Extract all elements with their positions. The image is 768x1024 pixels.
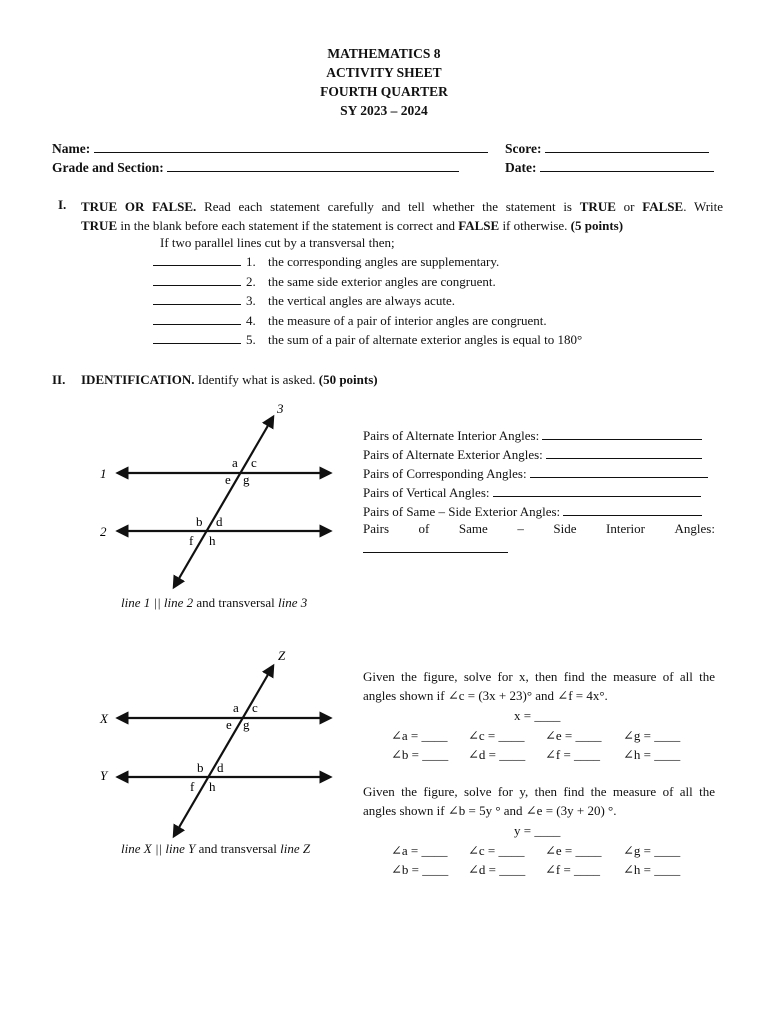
name-label: Name: [52, 141, 91, 156]
part1-points: (5 points) [570, 218, 624, 233]
problem2-angle-answer[interactable]: ∠d = ____ [468, 862, 526, 877]
tf-item-number: 4. [246, 312, 256, 328]
figure2-line-top-label: X [100, 711, 108, 726]
part1-write-word: . Write [683, 199, 724, 214]
part1-lead: If two parallel lines cut by a transversal then; [160, 235, 395, 250]
problem1-angle-answer[interactable]: ∠h = ____ [623, 747, 681, 762]
figure2-line-bottom-label: Y [100, 768, 108, 783]
tf-item [153, 253, 499, 270]
problem1-angle-answer[interactable]: ∠g = ____ [623, 728, 681, 743]
figure1-diagram [90, 395, 350, 600]
id-question-label: Pairs of Same – Side Exterior Angles: [363, 504, 561, 519]
score-field [505, 140, 709, 157]
figure1-angle-e: e [225, 472, 231, 487]
id-question-6-word: Pairs [363, 521, 389, 536]
problem2-angle-answer[interactable]: ∠g = ____ [623, 843, 681, 858]
figure2-diagram [90, 640, 350, 845]
figure1-caption [121, 595, 307, 611]
figure1-line-bottom-label: 2 [100, 524, 107, 539]
figure1-caption-line1: line 1 [121, 595, 151, 610]
tf-answer-blank[interactable] [153, 331, 241, 344]
id-answer-blank[interactable] [563, 503, 702, 516]
date-blank[interactable] [540, 159, 714, 172]
score-label: Score: [505, 141, 542, 156]
tf-answer-blank[interactable] [153, 273, 241, 286]
grade-field [52, 159, 459, 176]
tf-item-number: 1. [246, 254, 256, 269]
part1-instr-b1: in the blank before each statement if the statement is correct and [120, 218, 455, 233]
figure1-caption-parallel: || [153, 595, 161, 610]
id-question [363, 446, 702, 463]
problem1-line2: angles shown if ∠c = (3x + 23)° and ∠f = 4x°. [363, 688, 608, 703]
figure1-caption-line3: line 3 [278, 595, 308, 610]
figure1-angle-h: h [209, 533, 216, 548]
id-question-label: Pairs of Alternate Interior Angles: [363, 428, 540, 443]
id-question [363, 503, 702, 520]
id-question-6-word: Side [553, 521, 577, 536]
part1-or-word: or [623, 199, 635, 214]
header-title: ACTIVITY SHEET [326, 65, 442, 80]
score-blank[interactable] [545, 140, 709, 153]
id-question-label: Pairs of Vertical Angles: [363, 485, 490, 500]
part1-false-word: FALSE [642, 199, 684, 214]
tf-item-number: 5. [246, 332, 256, 347]
problem1-angle-answer[interactable]: ∠f = ____ [545, 747, 601, 762]
tf-item [153, 331, 582, 348]
id-question [363, 427, 702, 444]
problem2-solve-y[interactable]: y = ____ [514, 823, 561, 838]
problem1-angle-answer[interactable]: ∠b = ____ [391, 747, 449, 762]
figure2-angle-d: d [217, 760, 224, 775]
figure1-caption-and: and transversal [196, 595, 275, 610]
id-question-6-word: Interior [606, 521, 645, 536]
name-blank[interactable] [94, 140, 488, 153]
part2-numeral: II. [52, 372, 66, 387]
header-quarter: FOURTH QUARTER [320, 84, 448, 99]
figure2-angle-f: f [190, 779, 195, 794]
problem2-angle-answer[interactable]: ∠e = ____ [545, 843, 602, 858]
figure2-caption-parallel: || [154, 841, 163, 856]
figure2-angle-b: b [197, 760, 204, 775]
part1-true-word-2: TRUE [81, 218, 118, 233]
figure2-caption-line-y: line Y [165, 841, 196, 856]
figure2-angle-e: e [226, 717, 232, 732]
problem2-angle-answer[interactable]: ∠h = ____ [623, 862, 681, 877]
figure2-angle-a: a [233, 700, 239, 715]
tf-item [153, 292, 455, 309]
problem2-angle-answer[interactable]: ∠b = ____ [391, 862, 449, 877]
problem2-line1: Given the figure, solve for y, then find the measure of all the [363, 784, 715, 799]
figure2-angle-g: g [243, 717, 250, 732]
tf-item-text: the sum of a pair of alternate exterior angles is equal to 180° [268, 332, 583, 347]
id-answer-blank[interactable] [493, 484, 701, 497]
figure1-angle-g: g [243, 472, 250, 487]
figure1-transversal [174, 417, 273, 587]
id-question-6-word: Same [458, 521, 488, 536]
part1-title: TRUE OR FALSE. [81, 199, 197, 214]
figure2-transversal-label: Z [278, 648, 286, 663]
problem2-line2: angles shown if ∠b = 5y ° and ∠e = (3y + 20) °. [363, 803, 617, 818]
header-subject: MATHEMATICS 8 [327, 46, 441, 61]
part1-instr-b2: if otherwise. [502, 218, 568, 233]
part1-true-word: TRUE [579, 199, 616, 214]
figure2-angle-h: h [209, 779, 216, 794]
figure1-transversal-label: 3 [277, 401, 284, 416]
problem2-angle-answer[interactable]: ∠c = ____ [468, 843, 525, 858]
part1-numeral: I. [58, 197, 67, 212]
problem1-angle-answer[interactable]: ∠a = ____ [391, 728, 448, 743]
tf-item [153, 273, 496, 290]
figure1-angle-f: f [189, 533, 194, 548]
id-answer-blank[interactable] [530, 465, 708, 478]
date-label: Date: [505, 160, 537, 175]
figure2-caption-line-z: line Z [280, 841, 311, 856]
id-question-6 [363, 521, 715, 537]
figure2-caption-and: and transversal [198, 841, 277, 856]
id-answer-blank[interactable] [546, 446, 702, 459]
figure1-caption-line2: line 2 [163, 595, 194, 610]
part1-instr-a: Read each statement carefully and tell whether the statement is [204, 199, 572, 214]
id-question-6-word: – [517, 521, 524, 536]
tf-item-text: the vertical angles are always acute. [268, 293, 455, 308]
date-field [505, 159, 714, 176]
figure2-caption [121, 841, 310, 857]
part2-instructions [81, 372, 378, 388]
tf-item-text: the corresponding angles are supplementary. [268, 254, 500, 269]
problem2-angle-answer[interactable]: ∠f = ____ [545, 862, 601, 877]
part1-false-word-2: FALSE [458, 218, 500, 233]
tf-item-number: 3. [246, 293, 256, 308]
problem1-angle-answer[interactable]: ∠e = ____ [545, 728, 602, 743]
tf-answer-blank[interactable] [153, 292, 241, 305]
id-question [363, 465, 708, 482]
id-question-label: Pairs of Corresponding Angles: [363, 466, 527, 481]
id-question-6-word: of [418, 521, 430, 536]
id-question-label: Pairs of Alternate Exterior Angles: [363, 447, 543, 462]
part2-instr: Identify what is asked. [197, 372, 316, 387]
figure2-caption-line-x: line X [121, 841, 152, 856]
problem1-solve-x[interactable]: x = ____ [514, 708, 561, 723]
problem1-angle-answer[interactable]: ∠d = ____ [468, 747, 526, 762]
part1-instructions-line2 [81, 216, 623, 235]
tf-item-text: the measure of a pair of interior angles are congruent. [268, 312, 547, 328]
id-question-6-answer[interactable] [363, 540, 508, 557]
document-header [0, 44, 768, 120]
figure1-angle-a: a [232, 455, 238, 470]
header-school-year: SY 2023 – 2024 [340, 103, 428, 118]
name-field [52, 140, 488, 157]
grade-label: Grade and Section: [52, 160, 164, 175]
figure1-angle-d: d [216, 514, 223, 529]
tf-item-number: 2. [246, 273, 256, 289]
tf-answer-blank[interactable] [153, 312, 241, 325]
tf-item [153, 312, 547, 329]
id-answer-blank[interactable] [542, 427, 702, 440]
tf-item-text: the same side exterior angles are congruent. [268, 273, 496, 289]
figure2-angle-c: c [252, 700, 258, 715]
id-question [363, 484, 701, 501]
problem1-line1: Given the figure, solve for x, then find the measure of all the [363, 669, 715, 684]
problem1-angle-answer[interactable]: ∠c = ____ [468, 728, 525, 743]
figure2-transversal [174, 666, 273, 836]
id-question-6-word: Angles: [674, 521, 715, 536]
figure1-angle-b: b [196, 514, 203, 529]
figure1-angle-c: c [251, 455, 257, 470]
problem2-angle-answer[interactable]: ∠a = ____ [391, 843, 448, 858]
part2-title: IDENTIFICATION. [81, 372, 195, 387]
part1-instructions-line1 [81, 197, 723, 216]
figure1-line-top-label: 1 [100, 466, 107, 481]
part2-points: (50 points) [318, 372, 378, 387]
grade-blank[interactable] [167, 159, 459, 172]
tf-answer-blank[interactable] [153, 253, 241, 266]
